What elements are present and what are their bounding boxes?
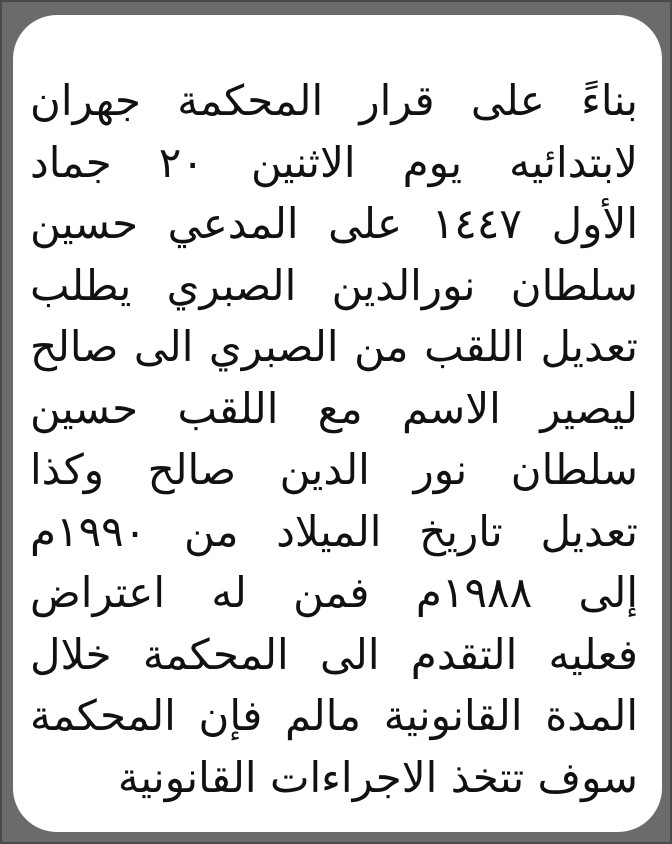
notice-text bbox=[30, 70, 638, 808]
notice-line-3: الأول ١٤٤٧ على المدعي حسين bbox=[30, 199, 638, 248]
notice-line-10: فعليه التقدم الى المحكمة خلال bbox=[30, 629, 638, 679]
notice-line-6: ليصير الاسم مع اللقب حسين bbox=[30, 383, 638, 433]
notice-line-12: سوف تتخذ الاجراءات القانونية bbox=[117, 752, 638, 802]
notice-line-4: سلطان نورالدين الصبري يطلب bbox=[30, 260, 638, 310]
notice-line-9: إلى ١٩٨٨م فمن له اعتراض bbox=[30, 568, 638, 617]
notice-line-2: لابتدائيه يوم الاثنين ٢٠ جماد bbox=[30, 137, 638, 187]
notice-line-7: سلطان نور الدين صالح وكذا bbox=[30, 445, 638, 494]
notice-line-1: بناءً على قرار المحكمة جهران bbox=[30, 76, 638, 125]
notice-line-8: تعديل تاريخ الميلاد من ١٩٩٠م bbox=[30, 506, 638, 556]
notice-line-11: المدة القانونية مالم فإن المحكمة bbox=[30, 691, 638, 740]
notice-line-5: تعديل اللقب من الصبري الى صالح bbox=[30, 322, 638, 371]
